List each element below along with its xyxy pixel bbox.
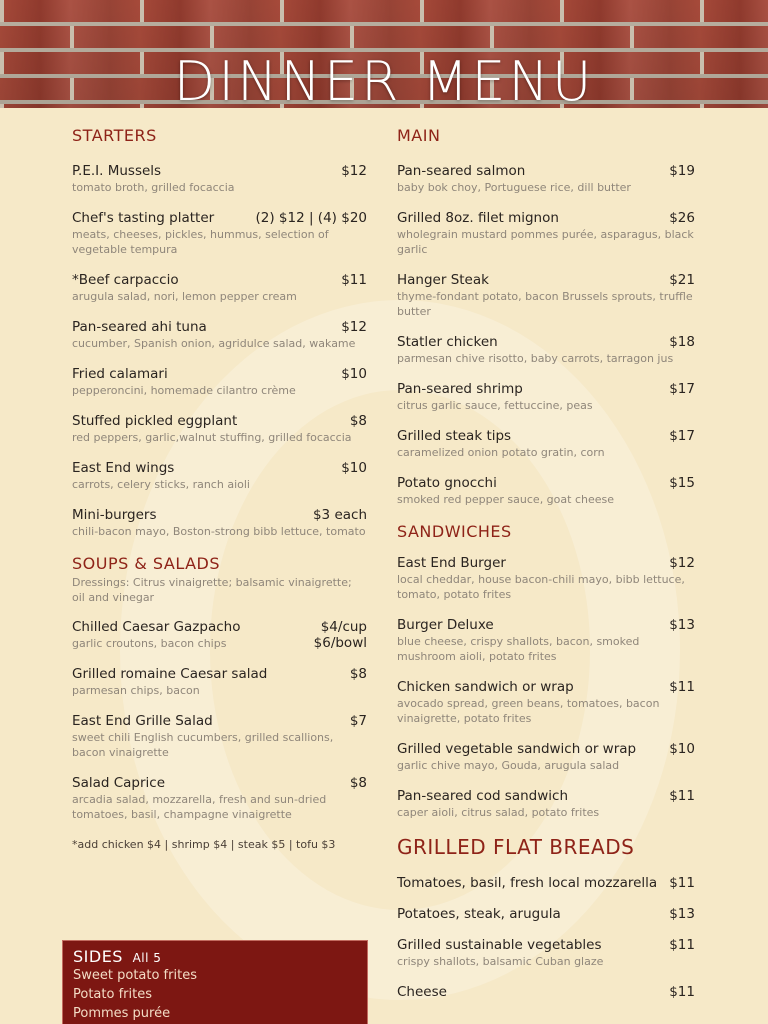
sides-item: Sweet potato frites: [73, 968, 197, 983]
menu-item-price: $13: [669, 906, 695, 922]
menu-item: [397, 984, 695, 1000]
menu-item-row: [397, 617, 695, 633]
menu-item-row: [397, 381, 695, 397]
menu-item-name: P.E.I. Mussels: [72, 163, 162, 179]
menu-item-row: [72, 366, 367, 382]
menu-item: [397, 381, 695, 413]
menu-item-name: Chilled Caesar Gazpacho: [72, 619, 241, 635]
sides-title: SIDES: [73, 947, 123, 966]
menu-item-row: [72, 507, 367, 523]
left-column: [72, 126, 367, 852]
menu-item-row: [397, 906, 695, 922]
sides-list: [73, 966, 357, 1023]
menu-item-row: [72, 413, 367, 429]
menu-item-price: $26: [669, 210, 695, 226]
menu-item-price: $10: [341, 366, 367, 382]
menu-item: [397, 334, 695, 366]
menu-item-desc: chili-bacon mayo, Boston-strong bibb lettuce, tomato: [72, 525, 366, 538]
menu-item-price: $15: [669, 475, 695, 491]
menu-item-row: [397, 875, 695, 891]
menu-item-desc: garlic chive mayo, Gouda, arugula salad: [397, 759, 620, 772]
brick-joint: [140, 0, 144, 22]
menu-item: [397, 210, 695, 257]
menu-item-desc: caramelized onion potato gratin, corn: [397, 446, 605, 459]
menu-item-name: Fried calamari: [72, 366, 168, 382]
brick-joint: [420, 0, 424, 22]
menu-item: [72, 507, 367, 539]
menu-item-row: [397, 741, 695, 757]
menu-item: [72, 666, 367, 698]
brick-joint: [630, 26, 634, 48]
menu-item: [72, 319, 367, 351]
menu-item: [72, 619, 367, 651]
menu-item: [72, 366, 367, 398]
menu-item-row: [72, 619, 367, 635]
menu-item-name: Tomatoes, basil, fresh local mozzarella: [397, 875, 658, 891]
menu-item: [72, 413, 367, 445]
menu-item-desc: local cheddar, house bacon-chili mayo, bibb lettuce, tomato, potato frites: [397, 573, 685, 601]
menu-item-desc: crispy shallots, balsamic Cuban glaze: [397, 955, 604, 968]
menu-item-name: Burger Deluxe: [397, 617, 494, 633]
menu-item: [397, 937, 695, 969]
menu-item-name: Chicken sandwich or wrap: [397, 679, 574, 695]
menu-item-price: $11: [669, 679, 695, 695]
menu-item-desc: garlic croutons, bacon chips: [72, 637, 227, 650]
menu-item: [397, 555, 695, 602]
menu-item-price: $11: [341, 272, 367, 288]
menu-item-name: Statler chicken: [397, 334, 498, 350]
menu-item-row: [72, 666, 367, 682]
menu-item-name: Chef's tasting platter: [72, 210, 215, 226]
menu-item-name: East End Burger: [397, 555, 506, 571]
right-column: [397, 126, 695, 1015]
menu-item-name: *Beef carpaccio: [72, 272, 179, 288]
menu-item-desc: parmesan chive risotto, baby carrots, tarragon jus: [397, 352, 674, 365]
main-list: [397, 163, 695, 507]
menu-item-price: $12: [669, 555, 695, 571]
menu-item-row: [397, 984, 695, 1000]
brick-joint: [210, 26, 214, 48]
flatbreads-list: [397, 875, 695, 1000]
menu-item: [397, 475, 695, 507]
sandwiches-list: [397, 555, 695, 820]
menu-item-desc: caper aioli, citrus salad, potato frites: [397, 806, 600, 819]
menu-item-row: [397, 163, 695, 179]
menu-item-name: Grilled sustainable vegetables: [397, 937, 602, 953]
menu-item-price: $11: [669, 875, 695, 891]
menu-item-name: Grilled vegetable sandwich or wrap: [397, 741, 637, 757]
menu-item-price: $17: [669, 428, 695, 444]
menu-item: [397, 163, 695, 195]
menu-item-price: $8: [349, 413, 367, 429]
menu-item-desc: wholegrain mustard pommes purée, asparagus, black garlic: [397, 228, 694, 256]
menu-item-price: $11: [669, 788, 695, 804]
menu-item-row: [397, 788, 695, 804]
menu-item-price: $13: [669, 617, 695, 633]
sides-item: Potato frites: [73, 987, 152, 1002]
menu-item-desc: arcadia salad, mozzarella, fresh and sun-dried tomatoes, basil, champagne vinaigrette: [72, 793, 327, 821]
dressings-note: Dressings: Citrus vinaigrette; balsamic vinaigrette; oil and vinegar: [72, 576, 352, 604]
section-heading-sandwiches: SANDWICHES: [397, 522, 512, 541]
sides-box: [62, 940, 368, 1024]
menu-item: [397, 788, 695, 820]
menu-item: [72, 210, 367, 257]
menu-item-name: Potatoes, steak, arugula: [397, 906, 561, 922]
menu-item-row: [397, 475, 695, 491]
menu-item-price: $11: [669, 984, 695, 1000]
menu-item-price: $18: [669, 334, 695, 350]
menu-item-row: [72, 210, 367, 226]
menu-item-price: $7: [349, 713, 367, 729]
menu-item-price: $12: [341, 319, 367, 335]
menu-item-desc: arugula salad, nori, lemon pepper cream: [72, 290, 297, 303]
menu-item-price: $12: [341, 163, 367, 179]
menu-item-row: [397, 555, 695, 571]
menu-item-price: $8: [349, 666, 367, 682]
menu-item-row: [397, 937, 695, 953]
menu-item-price: $17: [669, 381, 695, 397]
menu-item: [397, 428, 695, 460]
menu-item-name: East End Grille Salad: [72, 713, 213, 729]
section-heading-flatbreads: GRILLED FLAT BREADS: [397, 835, 635, 859]
brick-joint: [490, 26, 494, 48]
menu-item-name: Mini-burgers: [72, 507, 157, 523]
menu-item-price: $21: [669, 272, 695, 288]
menu-item-desc: smoked red pepper sauce, goat cheese: [397, 493, 614, 506]
menu-item-row: [397, 428, 695, 444]
menu-item-name: Pan-seared shrimp: [397, 381, 523, 397]
soups-list: [72, 619, 367, 822]
menu-item: [397, 875, 695, 891]
menu-item-desc: sweet chili English cucumbers, grilled scallions, bacon vinaigrette: [72, 731, 334, 759]
menu-item: [397, 617, 695, 664]
brick-joint: [0, 0, 4, 22]
menu-item: [72, 272, 367, 304]
menu-item-desc: meats, cheeses, pickles, hummus, selection of vegetable tempura: [72, 228, 329, 256]
brick-joint: [700, 0, 704, 22]
menu-item-name: Stuffed pickled eggplant: [72, 413, 238, 429]
menu-item-price: $19: [669, 163, 695, 179]
menu-item-row: [397, 210, 695, 226]
menu-item-price: $11: [669, 937, 695, 953]
menu-item: [397, 272, 695, 319]
menu-item-desc: avocado spread, green beans, tomatoes, bacon vinaigrette, potato frites: [397, 697, 660, 725]
menu-item: [72, 460, 367, 492]
menu-item: [397, 741, 695, 773]
menu-item-desc: thyme-fondant potato, bacon Brussels sprouts, truffle butter: [397, 290, 693, 318]
menu-item-desc: baby bok choy, Portuguese rice, dill butter: [397, 181, 631, 194]
sides-item: Pommes purée: [73, 1006, 171, 1021]
brick-header: [0, 0, 768, 108]
menu-item: [72, 775, 367, 822]
menu-item-price: $4/cup: [320, 619, 367, 635]
menu-item-row: [72, 272, 367, 288]
menu-item-desc: blue cheese, crispy shallots, bacon, smoked mushroom aioli, potato frites: [397, 635, 640, 663]
section-heading-main: MAIN: [397, 126, 441, 145]
menu-item-name: East End wings: [72, 460, 175, 476]
menu-item-price: $10: [341, 460, 367, 476]
menu-item-price: (2) $12 | (4) $20: [255, 210, 367, 226]
page-title: DINNER MENU: [173, 50, 595, 108]
addons-note: *add chicken $4 | shrimp $4 | steak $5 | tofu $3: [72, 838, 336, 851]
menu-item-desc: parmesan chips, bacon: [72, 684, 200, 697]
menu-item-name: Salad Caprice: [72, 775, 166, 791]
menu-item-row: [72, 460, 367, 476]
sides-price-note: All 5: [132, 951, 162, 965]
menu-item-desc: red peppers, garlic,walnut stuffing, grilled focaccia: [72, 431, 352, 444]
starters-list: [72, 163, 367, 539]
menu-item-name: Hanger Steak: [397, 272, 489, 288]
menu-item-price: $8: [349, 775, 367, 791]
menu-item-row: [72, 775, 367, 791]
menu-item-desc: carrots, celery sticks, ranch aioli: [72, 478, 250, 491]
brick-joint: [560, 0, 564, 22]
menu-item-price: $3 each: [312, 507, 367, 523]
brick-joint: [280, 0, 284, 22]
menu-item-row: [397, 334, 695, 350]
menu-item-row: [72, 713, 367, 729]
menu-item-name: Grilled 8oz. filet mignon: [397, 210, 559, 226]
menu-item-name: Pan-seared salmon: [397, 163, 526, 179]
menu-item-price-alt: $6/bowl: [313, 635, 367, 651]
menu-item-name: Potato gnocchi: [397, 475, 497, 491]
menu-item-row: [72, 319, 367, 335]
sides-heading: [73, 947, 357, 966]
menu-item-row: [397, 679, 695, 695]
menu-item-name: Pan-seared cod sandwich: [397, 788, 569, 804]
menu-item-row: [72, 635, 367, 651]
menu-item-price: $10: [669, 741, 695, 757]
menu-item: [397, 679, 695, 726]
menu-item-name: Grilled romaine Caesar salad: [72, 666, 268, 682]
menu-item-desc: cucumber, Spanish onion, agridulce salad, wakame: [72, 337, 356, 350]
menu-item-desc: citrus garlic sauce, fettuccine, peas: [397, 399, 593, 412]
brick-joint: [70, 26, 74, 48]
menu-item: [397, 906, 695, 922]
brick-joint: [350, 26, 354, 48]
menu-item-name: Cheese: [397, 984, 447, 1000]
menu-item: [72, 163, 367, 195]
menu-item-desc: pepperoncini, homemade cilantro crème: [72, 384, 296, 397]
menu-item-row: [397, 272, 695, 288]
menu-item-row: [72, 163, 367, 179]
menu-item-name: Grilled steak tips: [397, 428, 512, 444]
menu-item-name: Pan-seared ahi tuna: [72, 319, 207, 335]
section-heading-soups: SOUPS & SALADS: [72, 554, 221, 573]
menu-item: [72, 713, 367, 760]
section-heading-starters: STARTERS: [72, 126, 157, 145]
menu-item-desc: tomato broth, grilled focaccia: [72, 181, 235, 194]
